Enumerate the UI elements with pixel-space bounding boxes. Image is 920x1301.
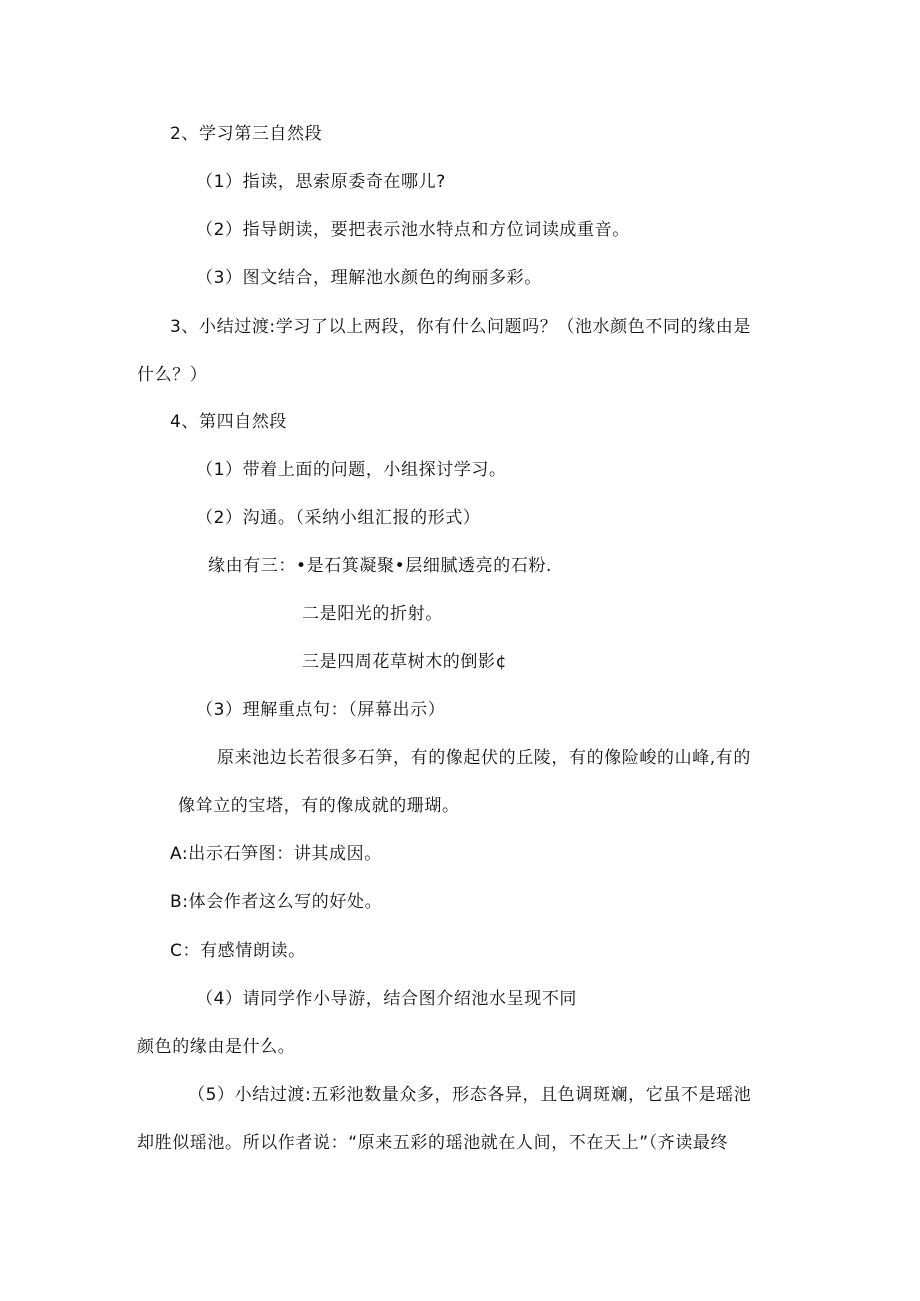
- item-4-1: （1）带着上面的问题，小组探讨学习。: [196, 460, 507, 480]
- item-3-1: （1）指读，思索原委奇在哪儿?: [196, 172, 446, 192]
- step-b: B:体会作者这么写的好处。: [170, 892, 383, 912]
- key-sentence-line-2: 像耸立的宝塔，有的像成就的珊瑚。: [178, 796, 460, 816]
- item-4-4: （4）请同学作小导游，结合图介绍池水呈现不同: [196, 989, 578, 1009]
- item-4-5-line-1: （5）小结过渡:五彩池数量众多，形态各异，且色调斑斓，它虽不是瑶池: [188, 1085, 752, 1105]
- item-4-3: （3）理解重点句：（屏幕出示）: [196, 700, 446, 720]
- item-3-2: （2）指导朗读，要把表示池水特点和方位词读成重音。: [196, 220, 630, 240]
- item-3-3: （3）图文结合，理解池水颜色的绚丽多彩。: [196, 268, 542, 288]
- step-a: A:出示石笋图：讲其成因。: [170, 844, 382, 864]
- step-c: C：有感情朗读。: [170, 941, 306, 961]
- reasons-line-1: 缘由有三：•是石箕凝聚•层细腻透亮的石粉.: [208, 556, 553, 576]
- key-sentence-line-1: 原来池边长若很多石笋，有的像起伏的丘陵，有的像险峻的山峰,有的: [217, 748, 752, 768]
- summary-transition-line-1: 3、小结过渡:学习了以上两段，你有什么问题吗？（池水颜色不同的缘由是: [170, 317, 751, 337]
- item-4-4-continued: 颜色的缘由是什么。: [137, 1037, 296, 1057]
- item-4-2: （2）沟通。（采纳小组汇报的形式）: [196, 508, 481, 528]
- summary-transition-line-2: 什么？）: [137, 365, 208, 385]
- item-4-5-line-2: 却胜似瑶池。所以作者说：“原来五彩的瑶池就在人间，不在天上”（齐读最终: [137, 1133, 729, 1153]
- reasons-line-2: 二是阳光的折射。: [302, 604, 443, 624]
- reasons-line-3: 三是四周花草树木的倒影¢: [302, 652, 508, 672]
- heading-section-3: 2、学习第三自然段: [170, 124, 323, 144]
- heading-section-4: 4、第四自然段: [170, 412, 288, 432]
